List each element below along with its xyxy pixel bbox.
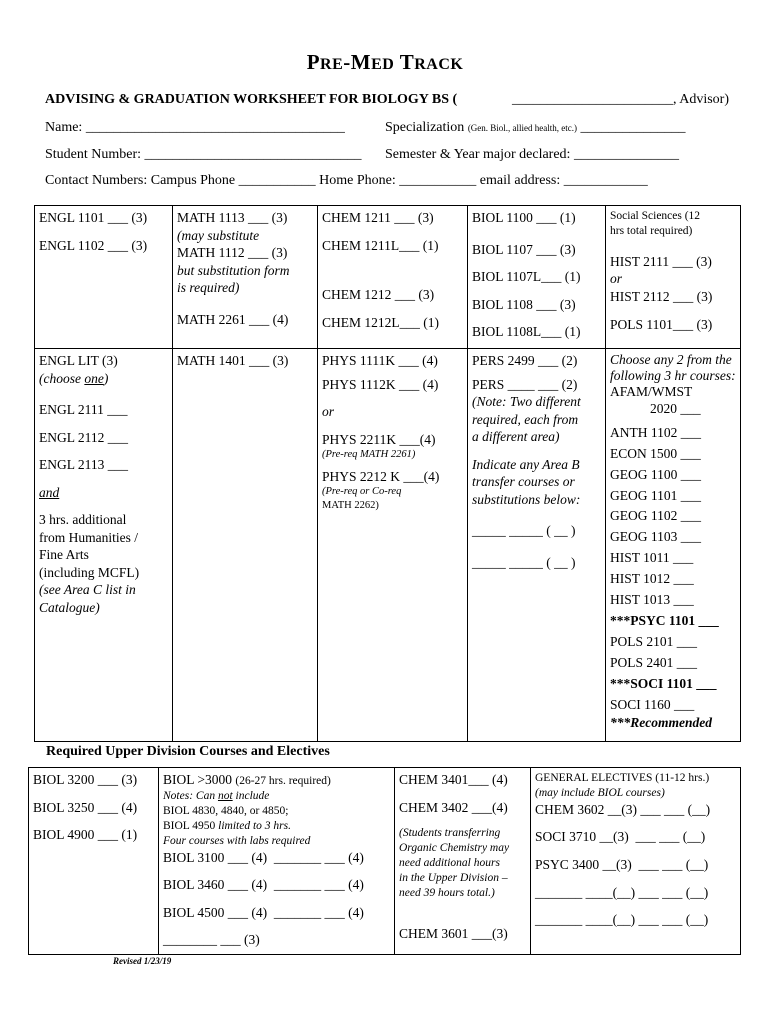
engl-lit-cell: ENGL LIT (3) (choose one) ENGL 2111 ___ ENGL 2112 ___ ENGL 2113 ___ and 3 hrs. additional from Humanities / Fine Arts (including MCFL) (see Area C list in Catalogue) bbox=[35, 349, 173, 742]
lower-division-table bbox=[34, 205, 741, 742]
math-1401-cell: MATH 1401 ___ (3) bbox=[173, 349, 318, 742]
social-sciences-cell: Social Sciences (12 hrs total required) HIST 2111 ___ (3) or HIST 2112 ___ (3) POLS 1101___ (3) bbox=[606, 206, 741, 349]
upper-chem-cell: CHEM 3401___ (4) CHEM 3402 ___(4) (Students transferring Organic Chemistry may need additional hours in the Upper Division – need 39 hours total.) CHEM 3601 ___(3) bbox=[395, 768, 531, 955]
worksheet-subtitle: ADVISING & GRADUATION WORKSHEET FOR BIOLOGY BS ( _______________________, Advisor) bbox=[45, 92, 729, 107]
physics-cell: PHYS 1111K ___ (4) PHYS 1112K ___ (4) or PHYS 2211K ___(4) (Pre-req MATH 2261) PHYS 2212 K ___(4) (Pre-req or Co-req MATH 2262) bbox=[318, 349, 468, 742]
revision-date: Revised 1/23/19 bbox=[113, 956, 172, 966]
student-number-field[interactable]: Student Number: _______________________________ bbox=[45, 147, 362, 162]
general-electives-cell: GENERAL ELECTIVES (11-12 hrs.) (may include BIOL courses) CHEM 3602 __(3) ___ ___ (__) SOCI 3710 __(3) ___ ___ (__) PSYC 3400 __(3) ___ ___ (__) _______ ____(__) ___ ___ (__) _______ ____(__) ___ ___ (__) bbox=[531, 768, 741, 955]
semester-field[interactable]: Semester & Year major declared: _______________ bbox=[385, 147, 679, 162]
biol-required-cell: BIOL 3200 ___ (3) BIOL 3250 ___ (4) BIOL 4900 ___ (1) bbox=[29, 768, 159, 955]
contact-numbers-field[interactable]: Contact Numbers: Campus Phone ___________ Home Phone: ___________ email address: ____________ bbox=[45, 173, 648, 188]
name-field[interactable]: Name: _____________________________________ bbox=[45, 120, 345, 135]
upper-division-heading: Required Upper Division Courses and Electives bbox=[46, 744, 330, 759]
biol-cell: BIOL 1100 ___ (1) BIOL 1107 ___ (3) BIOL 1107L___ (1) BIOL 1108 ___ (3) BIOL 1108L___ (1) bbox=[468, 206, 606, 349]
page-title: PRE-MED TRACK bbox=[306, 50, 464, 74]
biol-electives-cell: BIOL >3000 (26-27 hrs. required) Notes: Can not include BIOL 4830, 4840, or 4850; BIOL 4950 limited to 3 hrs. Four courses with labs required BIOL 3100 ___ (4) _______ ___ (4) BIOL 3460 ___ (4) _______ ___ (4) BIOL 4500 ___ (4) _______ ___ (4) ________ ___ (3) bbox=[159, 768, 395, 955]
math-cell: MATH 1113 ___ (3) (may substitute MATH 1112 ___ (3) but substitution form is required) MATH 2261 ___ (4) bbox=[173, 206, 318, 349]
advisor-field[interactable]: _______________________, Advisor) bbox=[512, 92, 729, 107]
pers-cell: PERS 2499 ___ (2) PERS ____ ___ (2) (Note: Two different required, each from a different area) Indicate any Area B transfer courses or substitutions below: _____ _____ ( __ ) _____ _____ ( __ ) bbox=[468, 349, 606, 742]
area-e-electives-cell: Choose any 2 from the following 3 hr courses: AFAM/WMST 2020 ___ ANTH 1102 ___ ECON 1500 ___ GEOG 1100 ___ GEOG 1101 ___ GEOG 1102 ___ GEOG 1103 ___ HIST 1011 ___ HIST 1012 ___ HIST 1013 ___ ***PSYC 1101 ___ POLS 2101 ___ POLS 2401 ___ ***SOCI 1101 ___ SOCI 1160 ___ ***Recommended bbox=[606, 349, 741, 742]
chem-cell: CHEM 1211 ___ (3) CHEM 1211L___ (1) CHEM 1212 ___ (3) CHEM 1212L___ (1) bbox=[318, 206, 468, 349]
specialization-field[interactable]: Specialization (Gen. Biol., allied health, etc.) _______________ bbox=[385, 120, 686, 135]
english-cell: ENGL 1101 ___ (3) ENGL 1102 ___ (3) bbox=[35, 206, 173, 349]
upper-division-table bbox=[28, 767, 741, 955]
